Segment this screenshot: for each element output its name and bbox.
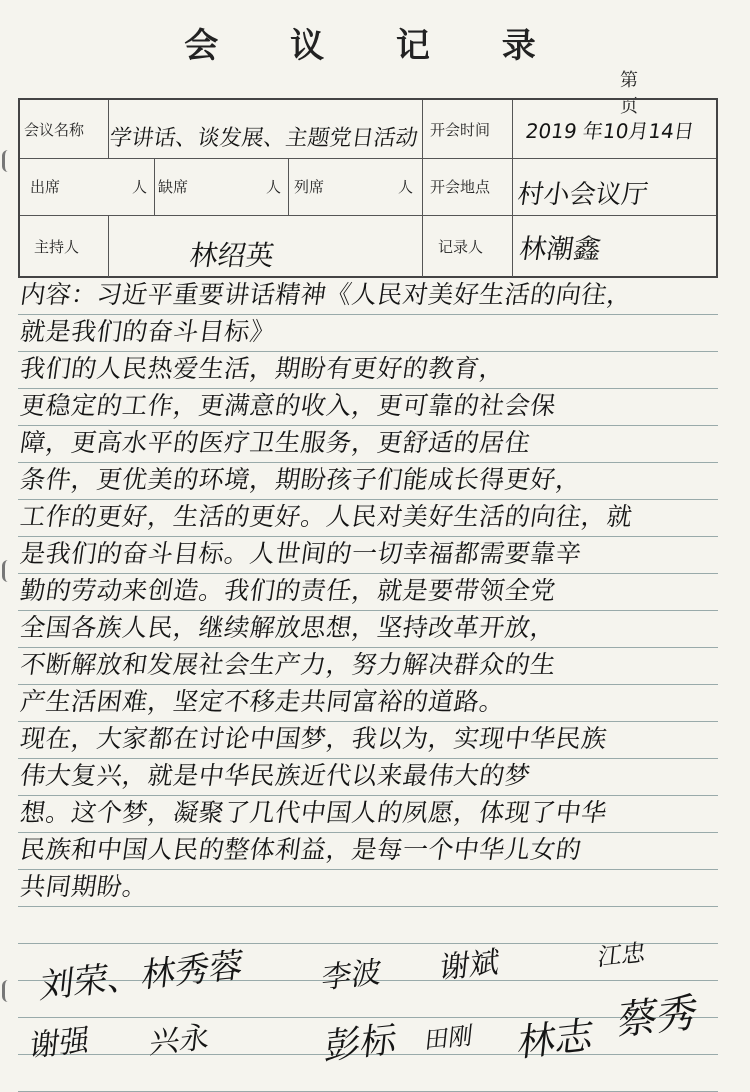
- meeting-time-value: 2019 年10月14日: [524, 118, 696, 143]
- signature: 彭标: [322, 1018, 399, 1069]
- signature: 刘荣、林秀蓉: [38, 945, 246, 1008]
- location-value: 村小会议厅: [515, 180, 650, 210]
- attend-unit: 人: [132, 178, 148, 196]
- signature: 谢强: [27, 1022, 92, 1065]
- signature: 田刚: [423, 1021, 475, 1055]
- absent-label: 缺席: [158, 178, 189, 196]
- minutes-line: 全国各族人民，继续解放思想，坚持改革开放，: [18, 611, 718, 648]
- minutes-line: 障，更高水平的医疗卫生服务，更舒适的居住: [18, 426, 718, 463]
- host-label: 主持人: [34, 237, 80, 256]
- meeting-name-label: 会议名称: [24, 120, 85, 139]
- minutes-line: 不断解放和发展社会生产力，努力解决群众的生: [18, 648, 718, 685]
- binder-ring: [2, 150, 17, 172]
- meeting-name-value: 学讲话、谈发展、主题党日活动: [107, 125, 420, 151]
- page-title: 会 议 记 录: [184, 26, 566, 66]
- binder-ring: [2, 980, 17, 1002]
- minutes-line: 就是我们的奋斗目标》: [18, 315, 718, 352]
- recorder-label: 记录人: [438, 237, 484, 256]
- minutes-line: 工作的更好，生活的更好。人民对美好生活的向往，就: [18, 500, 718, 537]
- location-label: 开会地点: [430, 178, 491, 196]
- meeting-header-table: [18, 98, 718, 278]
- signature: 谢斌: [437, 944, 502, 987]
- meeting-time-label: 开会时间: [430, 120, 491, 139]
- signature: 林志: [515, 1012, 596, 1066]
- minutes-line: 条件，更优美的环境，期盼孩子们能成长得更好，: [18, 463, 718, 500]
- minutes-line: 共同期盼。: [18, 870, 718, 907]
- minutes-line: 民族和中国人民的整体利益，是每一个中华儿女的: [18, 833, 718, 870]
- absent-unit: 人: [266, 178, 282, 196]
- host-value: 林绍英: [187, 239, 277, 272]
- attend-label: 出席: [30, 178, 61, 196]
- minutes-line: 产生活困难，坚定不移走共同富裕的道路。: [18, 685, 718, 722]
- observer-unit: 人: [398, 178, 414, 196]
- binder-ring: [2, 560, 17, 582]
- signature: 蔡秀: [615, 989, 700, 1045]
- minutes-line: 更稳定的工作，更满意的收入，更可靠的社会保: [18, 389, 718, 426]
- signature: 李波: [319, 954, 384, 997]
- minutes-line: 想。这个梦，凝聚了几代中国人的夙愿，体现了中华: [18, 796, 718, 833]
- page-number-label: 第 页: [620, 70, 672, 117]
- signature: 江忠: [596, 938, 648, 972]
- minutes-line: 勤的劳动来创造。我们的责任，就是要带领全党: [18, 574, 718, 611]
- minutes-line: 是我们的奋斗目标。人世间的一切幸福都需要靠辛: [18, 537, 718, 574]
- minutes-line: 内容：习近平重要讲话精神《人民对美好生活的向往，: [18, 278, 718, 315]
- minutes-line: 我们的人民热爱生活，期盼有更好的教育，: [18, 352, 718, 389]
- minutes-line: 伟大复兴，就是中华民族近代以来最伟大的梦: [18, 759, 718, 796]
- recorder-value: 林潮鑫: [517, 233, 603, 265]
- minutes-line: 现在，大家都在讨论中国梦，我以为，实现中华民族: [18, 722, 718, 759]
- signature: 兴永: [147, 1019, 212, 1062]
- observer-label: 列席: [294, 178, 325, 196]
